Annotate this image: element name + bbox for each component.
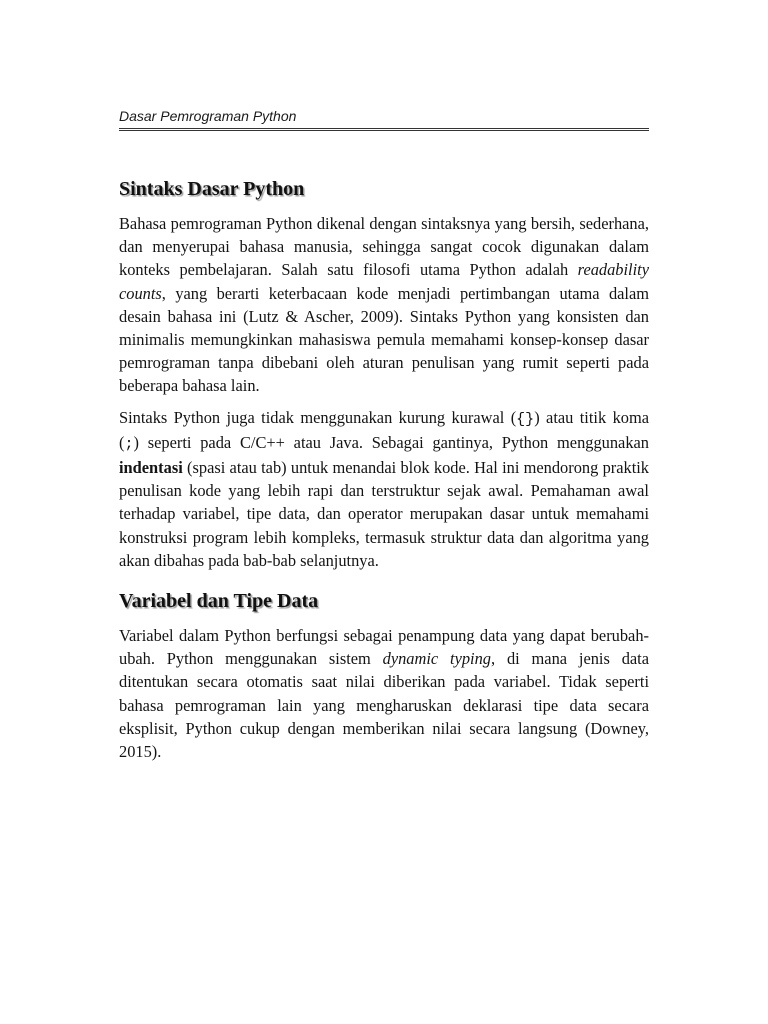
emphasis-dynamic-typing: dynamic typing bbox=[382, 649, 491, 669]
paragraph-text: , di mana jenis data ditentukan secara otomatis saat nilai diberikan pada variabel. Tidak seperti bahasa pemrograman lain yang mengharuskan deklarasi tipe data secara eksplisit, Python cukup dengan memberikan nilai secara langsung (Downey, 2015). bbox=[119, 649, 649, 762]
page-body bbox=[119, 176, 649, 771]
paragraph-sintaks-2 bbox=[119, 406, 649, 572]
paragraph-sintaks-1 bbox=[119, 212, 649, 398]
running-header-title: Dasar Pemrograman Python bbox=[119, 108, 297, 124]
inline-code-semicolon: ; bbox=[124, 435, 134, 453]
paragraph-variabel-1 bbox=[119, 624, 649, 763]
paragraph-text: (spasi atau tab) untuk menandai blok kode. Hal ini mendorong praktik penulisan kode yang lebih rapi dan terstruktur sejak awal. Pemahaman awal terhadap variabel, tipe data, dan operator merupakan dasar untuk memahami konstruksi program lebih kompleks, termasuk struktur data dan algoritma yang akan dibahas pada bab-bab selanjutnya. bbox=[119, 458, 649, 570]
section-heading-sintaks: Sintaks Dasar Python bbox=[119, 178, 305, 200]
paragraph-text: ) seperti pada C/C++ atau Java. Sebagai gantinya, Python menggunakan bbox=[133, 432, 649, 452]
section-heading-variabel: Variabel dan Tipe Data bbox=[119, 590, 319, 613]
running-header bbox=[119, 107, 649, 131]
bold-indentasi: indentasi bbox=[119, 458, 183, 478]
paragraph-text: Variabel dalam Python berfungsi sebagai penampung data yang dapat berubah-ubah. Python menggunakan sistem bbox=[119, 626, 649, 669]
paragraph-text: Sintaks Python juga tidak menggunakan kurung kurawal ( bbox=[119, 407, 517, 427]
emphasis-readability-counts: readability counts bbox=[119, 260, 649, 303]
paragraph-text: Bahasa pemrograman Python dikenal dengan sintaksnya yang bersih, sederhana, dan menyerupai bahasa manusia, sehingga sangat cocok digunakan dalam konteks pembelajaran. Salah satu filosofi utama Python adalah bbox=[119, 214, 649, 280]
inline-code-braces: {} bbox=[516, 410, 535, 428]
paragraph-text: , yang berarti keterbacaan kode menjadi pertimbangan utama dalam desain bahasa ini (Lutz & Ascher, 2009). Sintaks Python yang konsisten dan minimalis memungkinkan mahasiswa pemula memahami konsep-konsep dasar pemrograman tanpa dibebani oleh aturan penulisan yang rumit seperti pada beberapa bahasa lain. bbox=[119, 283, 649, 396]
paragraph-text: ) atau titik koma ( bbox=[119, 407, 649, 452]
